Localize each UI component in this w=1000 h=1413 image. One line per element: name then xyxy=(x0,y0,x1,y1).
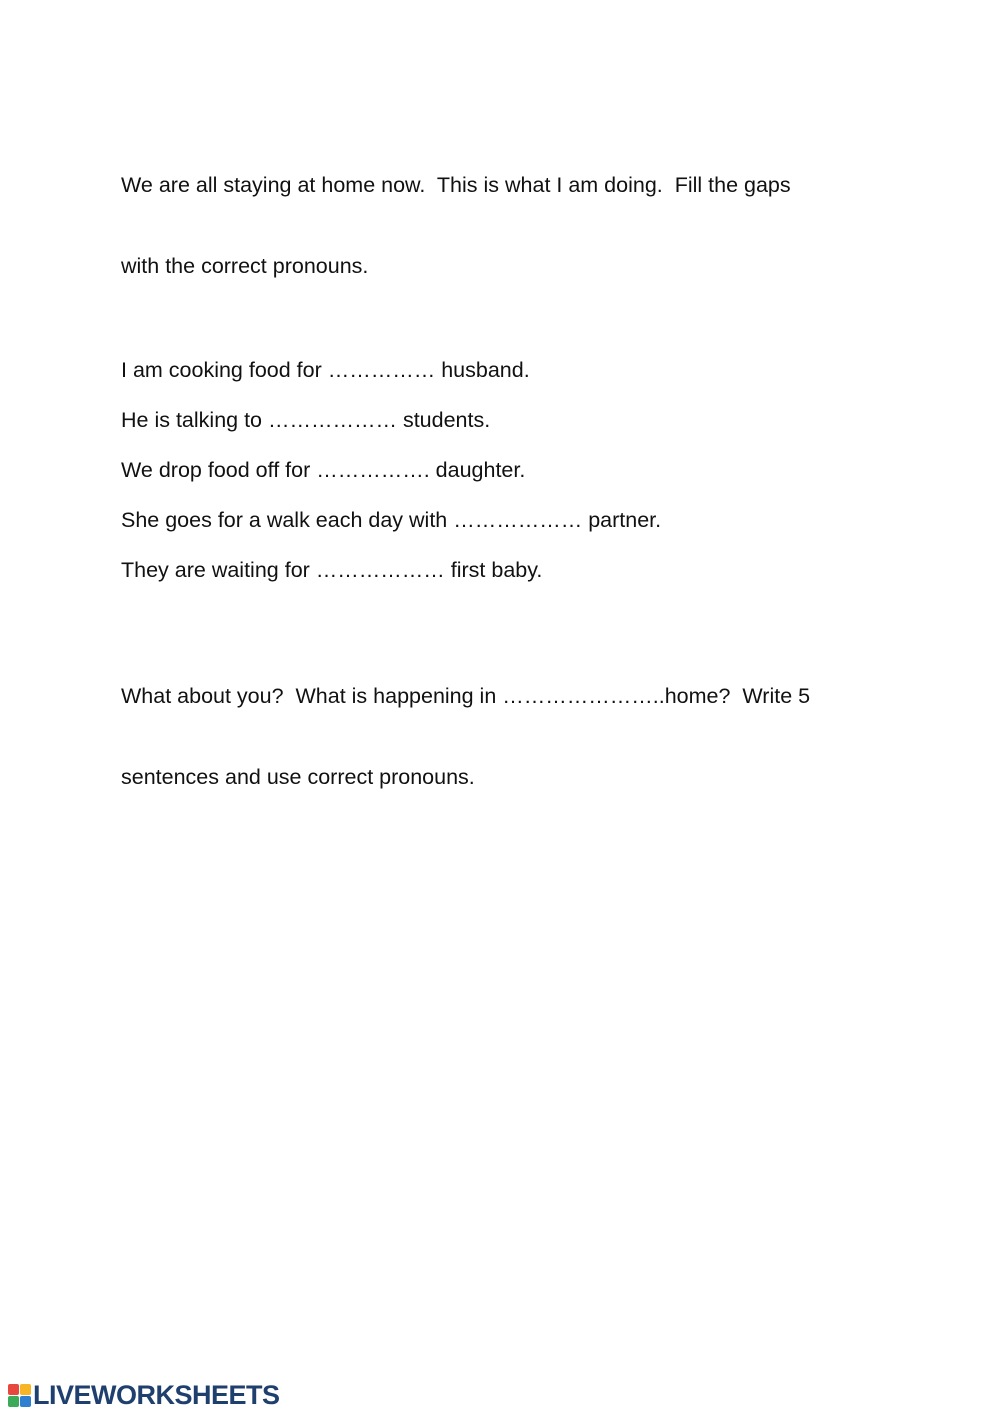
logo-text: LIVEWORKSHEETS xyxy=(33,1380,280,1410)
logo-block-green xyxy=(8,1396,19,1407)
instructions-line-2: with the correct pronouns. xyxy=(121,254,369,278)
gap-sentence-3: We drop food off for ……………. daughter. xyxy=(121,458,526,482)
logo-block-blue xyxy=(20,1396,31,1407)
liveworksheets-logo[interactable] xyxy=(8,1381,280,1409)
writing-task xyxy=(121,629,891,845)
logo-blocks-icon xyxy=(8,1384,31,1407)
logo-block-red xyxy=(8,1384,19,1395)
instructions xyxy=(121,118,891,334)
gap-sentence-1: I am cooking food for …………… husband. xyxy=(121,358,530,382)
gap-sentence-5: They are waiting for ……………… first baby. xyxy=(121,558,543,582)
worksheet-content xyxy=(121,118,891,845)
instructions-line-1: We are all staying at home now. This is what I am doing. Fill the gaps xyxy=(121,173,791,197)
gap-sentence-2: He is talking to ……………… students. xyxy=(121,408,491,432)
gap-sentence-4: She goes for a walk each day with ……………… partner. xyxy=(121,508,662,532)
writing-task-line-2: sentences and use correct pronouns. xyxy=(121,765,475,789)
writing-task-line-1: What about you? What is happening in …………………..home? Write 5 xyxy=(121,684,811,708)
logo-block-yellow xyxy=(20,1384,31,1395)
